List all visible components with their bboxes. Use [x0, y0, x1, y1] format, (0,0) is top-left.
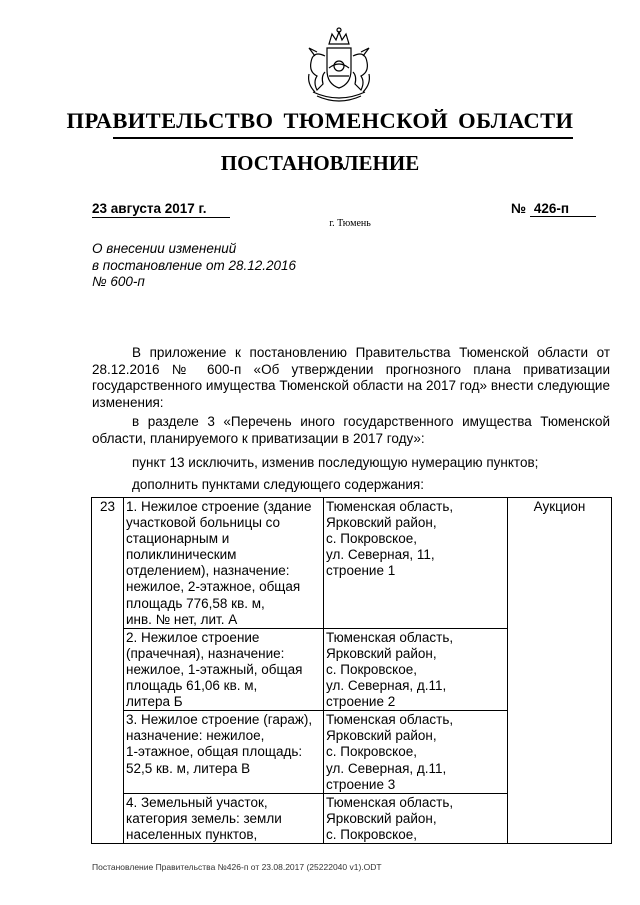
- description-line: стационарным и: [126, 531, 230, 547]
- subject-line: в постановление от 28.12.2016: [92, 257, 297, 273]
- description-cell: [124, 711, 324, 793]
- address-line: ул. Северная, 11,: [326, 547, 435, 563]
- coat-of-arms-icon: [299, 26, 379, 108]
- description-cell: [124, 793, 324, 843]
- address-line: с. Покровское,: [326, 661, 417, 677]
- document-subject: [92, 241, 296, 291]
- description-line: 4. Земельный участок,: [126, 794, 268, 810]
- address-line: Тюменская область,: [326, 712, 454, 728]
- description-line: (прачечная), назначение:: [126, 645, 285, 661]
- address-cell: [324, 628, 508, 710]
- document-type: ПОСТАНОВЛЕНИЕ: [220, 151, 420, 175]
- address-line: Тюменская область,: [326, 499, 454, 514]
- address-line: строение 1: [326, 563, 396, 579]
- description-line: инв. № нет, лит. А: [126, 611, 238, 627]
- address-line: Тюменская область,: [326, 629, 454, 645]
- address-line: с. Покровское,: [326, 744, 417, 760]
- description-line: категория земель: земли: [126, 810, 282, 826]
- description-line: поликлиническим: [126, 547, 237, 563]
- address-line: строение 3: [326, 776, 396, 792]
- row-number-cell: 23: [92, 498, 124, 844]
- description-line: площадь 61,06 кв. м,: [126, 678, 258, 694]
- address-line: Ярковский район,: [326, 810, 437, 826]
- body-paragraph: в разделе 3 «Перечень иного государственного имущества Тюменской области, планируемого к приватизации в 2017 году»:: [92, 414, 610, 446]
- address-cell: [324, 793, 508, 843]
- description-line: нежилое, 1-этажный, общая: [126, 661, 303, 677]
- city: г. Тюмень: [329, 218, 371, 229]
- number-prefix: №: [511, 201, 527, 216]
- address-line: строение 2: [326, 694, 396, 710]
- body-paragraph: дополнить пунктами следующего содержания:: [132, 477, 424, 492]
- description-line: отделением), назначение:: [126, 563, 290, 579]
- description-line: 1. Нежилое строение (здание: [126, 499, 312, 514]
- description-line: литера Б: [126, 694, 183, 710]
- description-cell: [124, 498, 324, 629]
- description-line: назначение: нежилое,: [126, 728, 265, 744]
- document-date: 23 августа 2017 г.: [92, 201, 230, 218]
- description-line: участковой больницы со: [126, 515, 281, 531]
- address-line: Тюменская область,: [326, 794, 454, 810]
- address-line: Ярковский район,: [326, 515, 437, 531]
- property-table: [91, 497, 612, 844]
- description-line: площадь 776,58 кв. м,: [126, 595, 265, 611]
- address-line: с. Покровское,: [326, 531, 417, 547]
- description-line: 1-этажное, общая площадь:: [126, 744, 303, 760]
- document-number: [511, 201, 596, 217]
- description-cell: [124, 628, 324, 710]
- number-value: 426-п: [530, 201, 596, 217]
- government-title: ПРАВИТЕЛЬСТВО ТЮМЕНСКОЙ ОБЛАСТИ: [66, 108, 574, 133]
- body-paragraph: пункт 13 исключить, изменив последующую нумерацию пунктов;: [132, 455, 539, 470]
- address-line: ул. Северная, д.11,: [326, 760, 447, 776]
- header-rule: [113, 137, 573, 139]
- privatization-method-cell: Аукцион: [508, 498, 612, 844]
- address-line: с. Покровское,: [326, 826, 417, 842]
- address-line: Ярковский район,: [326, 645, 437, 661]
- description-line: 2. Нежилое строение: [126, 629, 260, 645]
- subject-line: № 600-п: [92, 274, 145, 289]
- table-body: [92, 498, 612, 844]
- description-line: 52,5 кв. м, литера В: [126, 760, 251, 776]
- address-line: Ярковский район,: [326, 728, 437, 744]
- table-row: [92, 498, 612, 629]
- address-cell: [324, 711, 508, 793]
- body-paragraph: В приложение к постановлению Правительства Тюменской области от 28.12.2016 № 600-п «Об утверждении прогнозного плана приватизации государственного имущества Тюменской области на 2017 год» внести следующие изменения:: [92, 345, 610, 410]
- address-cell: [324, 498, 508, 629]
- description-line: населенных пунктов,: [126, 826, 258, 842]
- footer: Постановление Правительства №426-п от 23.08.2017 (25222040 v1).ODT: [92, 862, 382, 872]
- description-line: 3. Нежилое строение (гараж),: [126, 712, 313, 728]
- description-line: нежилое, 2-этажное, общая: [126, 579, 301, 595]
- address-line: ул. Северная, д.11,: [326, 678, 447, 694]
- subject-line: О внесении изменений: [92, 241, 237, 256]
